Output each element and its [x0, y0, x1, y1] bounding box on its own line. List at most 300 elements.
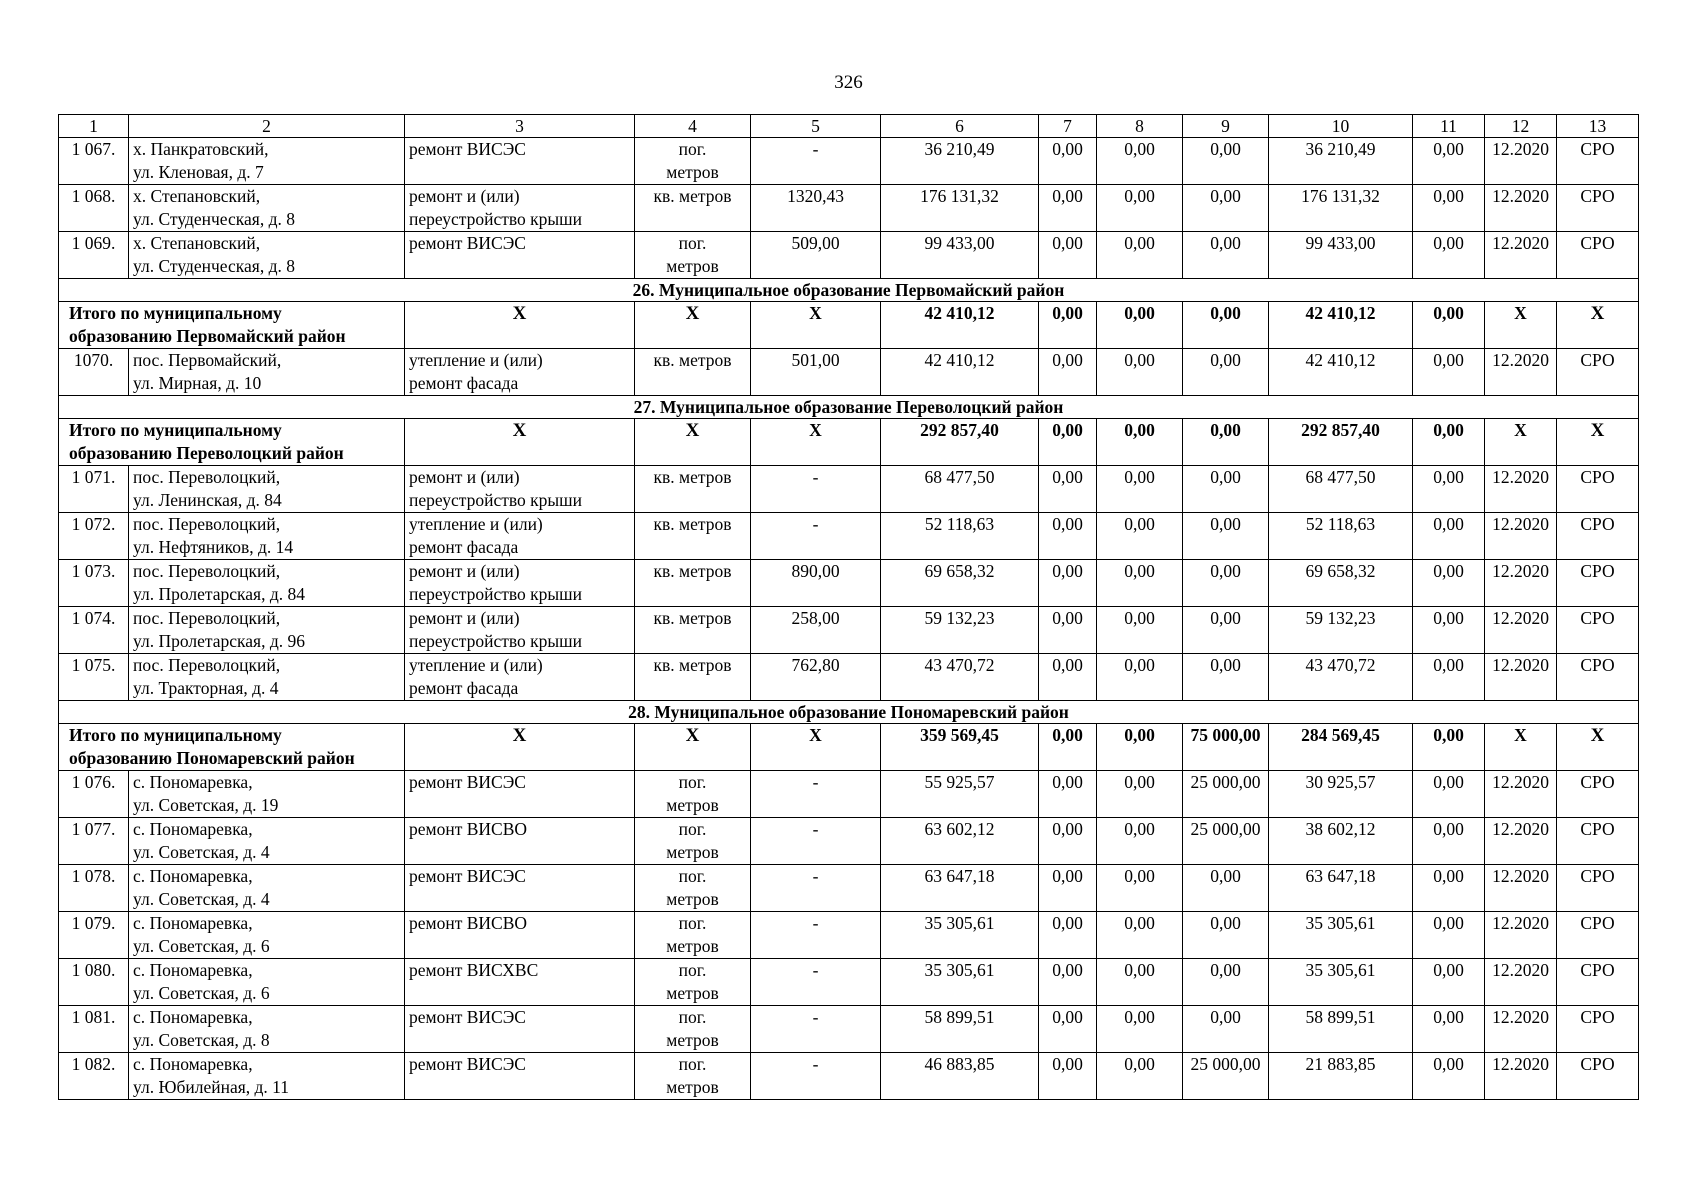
value-cell-c11: 0,00: [1413, 185, 1485, 232]
column-header: 13: [1557, 115, 1639, 138]
total-cell-c5: X: [751, 419, 881, 466]
value-cell-c9: 0,00: [1183, 912, 1269, 959]
work-type-cell: [405, 654, 635, 701]
unit-cell: [635, 1053, 751, 1100]
section-title: 28. Муниципальное образование Пономаревский район: [59, 701, 1639, 724]
work-type-line1: утепление и (или): [409, 655, 543, 675]
value-cell-c10: 176 131,32: [1269, 185, 1413, 232]
column-header: 4: [635, 115, 751, 138]
value-cell-c9: 0,00: [1183, 959, 1269, 1006]
value-cell-c9: 0,00: [1183, 607, 1269, 654]
value-cell-c9: 0,00: [1183, 865, 1269, 912]
value-cell-c5: -: [751, 912, 881, 959]
capital-repair-table: [58, 114, 1639, 1100]
total-cell-c10: 42 410,12: [1269, 302, 1413, 349]
column-header: 2: [129, 115, 405, 138]
value-cell-c10: 42 410,12: [1269, 349, 1413, 396]
unit-cell: [635, 466, 751, 513]
work-type-line1: ремонт ВИСВО: [409, 819, 528, 839]
column-header: 5: [751, 115, 881, 138]
value-cell-c11: 0,00: [1413, 654, 1485, 701]
work-type-line1: ремонт ВИСЭС: [409, 772, 526, 792]
address-line2: ул. Студенческая, д. 8: [133, 256, 295, 276]
row-number: 1 067.: [59, 138, 129, 185]
value-cell-c12: 12.2020: [1485, 1053, 1557, 1100]
address-cell: [129, 818, 405, 865]
value-cell-c7: 0,00: [1039, 771, 1097, 818]
work-type-line1: утепление и (или): [409, 514, 543, 534]
work-type-cell: [405, 818, 635, 865]
row-number: 1 069.: [59, 232, 129, 279]
row-number: 1 071.: [59, 466, 129, 513]
address-cell: [129, 232, 405, 279]
work-type-cell: [405, 513, 635, 560]
address-line1: пос. Переволоцкий,: [133, 514, 281, 534]
address-line1: х. Степановский,: [133, 186, 261, 206]
total-cell-c9: 0,00: [1183, 419, 1269, 466]
column-number-header-row: [59, 115, 1639, 138]
value-cell-c10: 36 210,49: [1269, 138, 1413, 185]
total-row: [59, 724, 1639, 771]
value-cell-c6: 68 477,50: [881, 466, 1039, 513]
value-cell-c5: -: [751, 771, 881, 818]
contractor-cell: СРО: [1557, 1053, 1639, 1100]
address-line1: с. Пономаревка,: [133, 772, 253, 792]
value-cell-c11: 0,00: [1413, 607, 1485, 654]
value-cell-c10: 63 647,18: [1269, 865, 1413, 912]
value-cell-c10: 21 883,85: [1269, 1053, 1413, 1100]
value-cell-c9: 0,00: [1183, 185, 1269, 232]
contractor-cell: СРО: [1557, 466, 1639, 513]
row-number: 1 073.: [59, 560, 129, 607]
table-row: [59, 232, 1639, 279]
value-cell-c11: 0,00: [1413, 912, 1485, 959]
value-cell-c8: 0,00: [1097, 349, 1183, 396]
value-cell-c5: -: [751, 865, 881, 912]
unit-line2: метров: [666, 162, 719, 182]
total-cell-c10: 292 857,40: [1269, 419, 1413, 466]
work-type-line1: ремонт и (или): [409, 608, 520, 628]
value-cell-c11: 0,00: [1413, 818, 1485, 865]
unit-line2: метров: [666, 983, 719, 1003]
table-row: [59, 607, 1639, 654]
value-cell-c12: 12.2020: [1485, 138, 1557, 185]
table-row: [59, 959, 1639, 1006]
work-type-cell: [405, 1053, 635, 1100]
address-line2: ул. Пролетарская, д. 96: [133, 631, 305, 651]
work-type-cell: [405, 607, 635, 654]
total-cell-c3: X: [405, 302, 635, 349]
address-cell: [129, 185, 405, 232]
value-cell-c9: 0,00: [1183, 560, 1269, 607]
work-type-line2: ремонт фасада: [409, 373, 519, 393]
total-cell-c3: X: [405, 724, 635, 771]
total-cell-c4: X: [635, 302, 751, 349]
total-cell-c5: X: [751, 302, 881, 349]
address-cell: [129, 959, 405, 1006]
address-line2: ул. Юбилейная, д. 11: [133, 1077, 290, 1097]
address-line1: с. Пономаревка,: [133, 960, 253, 980]
value-cell-c10: 58 899,51: [1269, 1006, 1413, 1053]
unit-cell: [635, 607, 751, 654]
address-cell: [129, 771, 405, 818]
value-cell-c9: 0,00: [1183, 466, 1269, 513]
unit-cell: [635, 560, 751, 607]
value-cell-c11: 0,00: [1413, 138, 1485, 185]
address-line2: ул. Советская, д. 4: [133, 889, 270, 909]
total-label: [59, 419, 405, 466]
value-cell-c6: 42 410,12: [881, 349, 1039, 396]
address-line1: пос. Переволоцкий,: [133, 467, 281, 487]
table-row: [59, 771, 1639, 818]
work-type-cell: [405, 959, 635, 1006]
value-cell-c10: 38 602,12: [1269, 818, 1413, 865]
value-cell-c7: 0,00: [1039, 865, 1097, 912]
value-cell-c7: 0,00: [1039, 513, 1097, 560]
total-label-line2: образованию Первомайский район: [69, 326, 346, 346]
column-header: 12: [1485, 115, 1557, 138]
value-cell-c10: 99 433,00: [1269, 232, 1413, 279]
table-row: [59, 138, 1639, 185]
value-cell-c6: 35 305,61: [881, 959, 1039, 1006]
table-row: [59, 513, 1639, 560]
address-cell: [129, 138, 405, 185]
contractor-cell: СРО: [1557, 560, 1639, 607]
address-line1: х. Панкратовский,: [133, 139, 269, 159]
value-cell-c12: 12.2020: [1485, 912, 1557, 959]
column-header: 9: [1183, 115, 1269, 138]
address-line1: пос. Переволоцкий,: [133, 608, 281, 628]
column-header: 3: [405, 115, 635, 138]
value-cell-c11: 0,00: [1413, 1053, 1485, 1100]
value-cell-c8: 0,00: [1097, 466, 1183, 513]
value-cell-c6: 43 470,72: [881, 654, 1039, 701]
value-cell-c8: 0,00: [1097, 654, 1183, 701]
contractor-cell: СРО: [1557, 607, 1639, 654]
value-cell-c6: 46 883,85: [881, 1053, 1039, 1100]
unit-line1: кв. метров: [653, 608, 732, 628]
value-cell-c8: 0,00: [1097, 560, 1183, 607]
total-cell-c12: X: [1485, 419, 1557, 466]
value-cell-c8: 0,00: [1097, 912, 1183, 959]
total-cell-c3: X: [405, 419, 635, 466]
value-cell-c7: 0,00: [1039, 138, 1097, 185]
address-cell: [129, 466, 405, 513]
address-line2: ул. Студенческая, д. 8: [133, 209, 295, 229]
value-cell-c11: 0,00: [1413, 349, 1485, 396]
work-type-cell: [405, 185, 635, 232]
value-cell-c11: 0,00: [1413, 560, 1485, 607]
unit-cell: [635, 1006, 751, 1053]
row-number: 1 080.: [59, 959, 129, 1006]
unit-line1: кв. метров: [653, 467, 732, 487]
value-cell-c10: 52 118,63: [1269, 513, 1413, 560]
unit-line2: метров: [666, 936, 719, 956]
value-cell-c6: 55 925,57: [881, 771, 1039, 818]
row-number: 1070.: [59, 349, 129, 396]
work-type-cell: [405, 912, 635, 959]
value-cell-c10: 68 477,50: [1269, 466, 1413, 513]
column-header: 8: [1097, 115, 1183, 138]
address-line2: ул. Мирная, д. 10: [133, 373, 262, 393]
total-cell-c12: X: [1485, 302, 1557, 349]
address-line2: ул. Нефтяников, д. 14: [133, 537, 294, 557]
address-line2: ул. Ленинская, д. 84: [133, 490, 282, 510]
table-row: [59, 654, 1639, 701]
value-cell-c6: 99 433,00: [881, 232, 1039, 279]
row-number: 1 074.: [59, 607, 129, 654]
unit-line1: кв. метров: [653, 561, 732, 581]
address-line1: пос. Первомайский,: [133, 350, 282, 370]
value-cell-c12: 12.2020: [1485, 771, 1557, 818]
address-line1: с. Пономаревка,: [133, 866, 253, 886]
work-type-cell: [405, 232, 635, 279]
value-cell-c10: 30 925,57: [1269, 771, 1413, 818]
value-cell-c5: -: [751, 513, 881, 560]
column-header: 6: [881, 115, 1039, 138]
unit-line1: пог.: [678, 913, 707, 933]
column-header: 1: [59, 115, 129, 138]
unit-line1: кв. метров: [653, 350, 732, 370]
address-line1: с. Пономаревка,: [133, 1007, 253, 1027]
contractor-cell: СРО: [1557, 912, 1639, 959]
total-cell-c11: 0,00: [1413, 724, 1485, 771]
row-number: 1 081.: [59, 1006, 129, 1053]
value-cell-c5: 509,00: [751, 232, 881, 279]
work-type-line2: переустройство крыши: [409, 631, 582, 651]
address-cell: [129, 654, 405, 701]
value-cell-c8: 0,00: [1097, 1006, 1183, 1053]
value-cell-c11: 0,00: [1413, 1006, 1485, 1053]
total-label-line1: Итого по муниципальному: [69, 303, 282, 323]
contractor-cell: СРО: [1557, 138, 1639, 185]
work-type-cell: [405, 771, 635, 818]
value-cell-c8: 0,00: [1097, 771, 1183, 818]
section-header-row: [59, 279, 1639, 302]
unit-line1: пог.: [678, 960, 707, 980]
work-type-line1: утепление и (или): [409, 350, 543, 370]
total-cell-c4: X: [635, 419, 751, 466]
work-type-cell: [405, 865, 635, 912]
unit-cell: [635, 349, 751, 396]
unit-cell: [635, 185, 751, 232]
total-label: [59, 724, 405, 771]
work-type-line1: ремонт ВИСЭС: [409, 1007, 526, 1027]
value-cell-c6: 35 305,61: [881, 912, 1039, 959]
total-label-line1: Итого по муниципальному: [69, 420, 282, 440]
total-cell-c6: 292 857,40: [881, 419, 1039, 466]
value-cell-c6: 63 647,18: [881, 865, 1039, 912]
total-label-line2: образованию Пономаревский район: [69, 748, 355, 768]
value-cell-c10: 35 305,61: [1269, 959, 1413, 1006]
total-label-line1: Итого по муниципальному: [69, 725, 282, 745]
total-cell-c12: X: [1485, 724, 1557, 771]
contractor-cell: СРО: [1557, 654, 1639, 701]
unit-line1: кв. метров: [653, 514, 732, 534]
work-type-line1: ремонт и (или): [409, 467, 520, 487]
value-cell-c6: 176 131,32: [881, 185, 1039, 232]
work-type-line1: ремонт ВИСЭС: [409, 866, 526, 886]
total-cell-c11: 0,00: [1413, 419, 1485, 466]
work-type-line1: ремонт ВИСЭС: [409, 233, 526, 253]
work-type-line1: ремонт и (или): [409, 561, 520, 581]
unit-line1: пог.: [678, 139, 707, 159]
contractor-cell: СРО: [1557, 185, 1639, 232]
total-cell-c10: 284 569,45: [1269, 724, 1413, 771]
address-line2: ул. Советская, д. 19: [133, 795, 279, 815]
value-cell-c5: -: [751, 1006, 881, 1053]
value-cell-c12: 12.2020: [1485, 349, 1557, 396]
work-type-line2: ремонт фасада: [409, 537, 519, 557]
value-cell-c7: 0,00: [1039, 654, 1097, 701]
total-cell-c9: 75 000,00: [1183, 724, 1269, 771]
unit-line2: метров: [666, 795, 719, 815]
work-type-line2: переустройство крыши: [409, 490, 582, 510]
address-line2: ул. Тракторная, д. 4: [133, 678, 279, 698]
unit-line2: метров: [666, 889, 719, 909]
address-cell: [129, 912, 405, 959]
value-cell-c6: 36 210,49: [881, 138, 1039, 185]
unit-cell: [635, 912, 751, 959]
row-number: 1 072.: [59, 513, 129, 560]
value-cell-c7: 0,00: [1039, 959, 1097, 1006]
contractor-cell: СРО: [1557, 865, 1639, 912]
value-cell-c6: 52 118,63: [881, 513, 1039, 560]
value-cell-c12: 12.2020: [1485, 818, 1557, 865]
column-header: 10: [1269, 115, 1413, 138]
section-title: 26. Муниципальное образование Первомайский район: [59, 279, 1639, 302]
table-row: [59, 185, 1639, 232]
total-label-line2: образованию Переволоцкий район: [69, 443, 344, 463]
column-header: 7: [1039, 115, 1097, 138]
value-cell-c6: 58 899,51: [881, 1006, 1039, 1053]
address-line2: ул. Пролетарская, д. 84: [133, 584, 305, 604]
value-cell-c7: 0,00: [1039, 1006, 1097, 1053]
address-cell: [129, 1006, 405, 1053]
value-cell-c12: 12.2020: [1485, 560, 1557, 607]
work-type-cell: [405, 349, 635, 396]
value-cell-c9: 0,00: [1183, 349, 1269, 396]
work-type-cell: [405, 1006, 635, 1053]
value-cell-c9: 0,00: [1183, 138, 1269, 185]
address-line1: х. Степановский,: [133, 233, 261, 253]
value-cell-c5: -: [751, 1053, 881, 1100]
address-cell: [129, 349, 405, 396]
table-row: [59, 1006, 1639, 1053]
row-number: 1 068.: [59, 185, 129, 232]
value-cell-c8: 0,00: [1097, 865, 1183, 912]
address-line2: ул. Советская, д. 4: [133, 842, 270, 862]
value-cell-c5: 762,80: [751, 654, 881, 701]
value-cell-c8: 0,00: [1097, 513, 1183, 560]
value-cell-c12: 12.2020: [1485, 232, 1557, 279]
value-cell-c12: 12.2020: [1485, 959, 1557, 1006]
column-header: 11: [1413, 115, 1485, 138]
page-number: 326: [834, 72, 863, 93]
unit-cell: [635, 771, 751, 818]
work-type-line2: переустройство крыши: [409, 584, 582, 604]
value-cell-c12: 12.2020: [1485, 607, 1557, 654]
unit-cell: [635, 138, 751, 185]
value-cell-c8: 0,00: [1097, 232, 1183, 279]
total-cell-c8: 0,00: [1097, 302, 1183, 349]
unit-cell: [635, 818, 751, 865]
work-type-cell: [405, 138, 635, 185]
value-cell-c8: 0,00: [1097, 185, 1183, 232]
value-cell-c7: 0,00: [1039, 560, 1097, 607]
value-cell-c9: 0,00: [1183, 513, 1269, 560]
table-row: [59, 560, 1639, 607]
section-header-row: [59, 701, 1639, 724]
work-type-cell: [405, 560, 635, 607]
value-cell-c10: 59 132,23: [1269, 607, 1413, 654]
value-cell-c9: 25 000,00: [1183, 1053, 1269, 1100]
contractor-cell: СРО: [1557, 1006, 1639, 1053]
value-cell-c7: 0,00: [1039, 185, 1097, 232]
value-cell-c12: 12.2020: [1485, 865, 1557, 912]
contractor-cell: СРО: [1557, 513, 1639, 560]
value-cell-c5: -: [751, 959, 881, 1006]
value-cell-c9: 25 000,00: [1183, 771, 1269, 818]
address-cell: [129, 1053, 405, 1100]
value-cell-c6: 69 658,32: [881, 560, 1039, 607]
work-type-line1: ремонт ВИСЭС: [409, 1054, 526, 1074]
value-cell-c5: 890,00: [751, 560, 881, 607]
value-cell-c5: -: [751, 818, 881, 865]
unit-line1: пог.: [678, 819, 707, 839]
value-cell-c8: 0,00: [1097, 138, 1183, 185]
total-cell-c7: 0,00: [1039, 419, 1097, 466]
table-body: [59, 115, 1639, 1100]
total-cell-c9: 0,00: [1183, 302, 1269, 349]
address-line1: с. Пономаревка,: [133, 1054, 253, 1074]
unit-line2: метров: [666, 1077, 719, 1097]
contractor-cell: СРО: [1557, 959, 1639, 1006]
value-cell-c10: 69 658,32: [1269, 560, 1413, 607]
value-cell-c9: 0,00: [1183, 1006, 1269, 1053]
table-row: [59, 1053, 1639, 1100]
value-cell-c7: 0,00: [1039, 818, 1097, 865]
total-cell-c8: 0,00: [1097, 724, 1183, 771]
value-cell-c12: 12.2020: [1485, 654, 1557, 701]
unit-line1: пог.: [678, 233, 707, 253]
address-line2: ул. Советская, д. 6: [133, 936, 270, 956]
unit-line1: пог.: [678, 772, 707, 792]
value-cell-c11: 0,00: [1413, 771, 1485, 818]
value-cell-c8: 0,00: [1097, 959, 1183, 1006]
contractor-cell: СРО: [1557, 771, 1639, 818]
total-label: [59, 302, 405, 349]
total-cell-c8: 0,00: [1097, 419, 1183, 466]
work-type-line2: переустройство крыши: [409, 209, 582, 229]
table-row: [59, 865, 1639, 912]
work-type-line1: ремонт ВИСХВС: [409, 960, 539, 980]
value-cell-c5: -: [751, 138, 881, 185]
value-cell-c5: 501,00: [751, 349, 881, 396]
unit-line2: метров: [666, 1030, 719, 1050]
value-cell-c11: 0,00: [1413, 232, 1485, 279]
value-cell-c7: 0,00: [1039, 1053, 1097, 1100]
value-cell-c6: 63 602,12: [881, 818, 1039, 865]
address-line2: ул. Советская, д. 8: [133, 1030, 270, 1050]
row-number: 1 079.: [59, 912, 129, 959]
contractor-cell: СРО: [1557, 349, 1639, 396]
value-cell-c12: 12.2020: [1485, 1006, 1557, 1053]
value-cell-c11: 0,00: [1413, 865, 1485, 912]
address-cell: [129, 865, 405, 912]
unit-line1: кв. метров: [653, 655, 732, 675]
address-line1: пос. Переволоцкий,: [133, 561, 281, 581]
